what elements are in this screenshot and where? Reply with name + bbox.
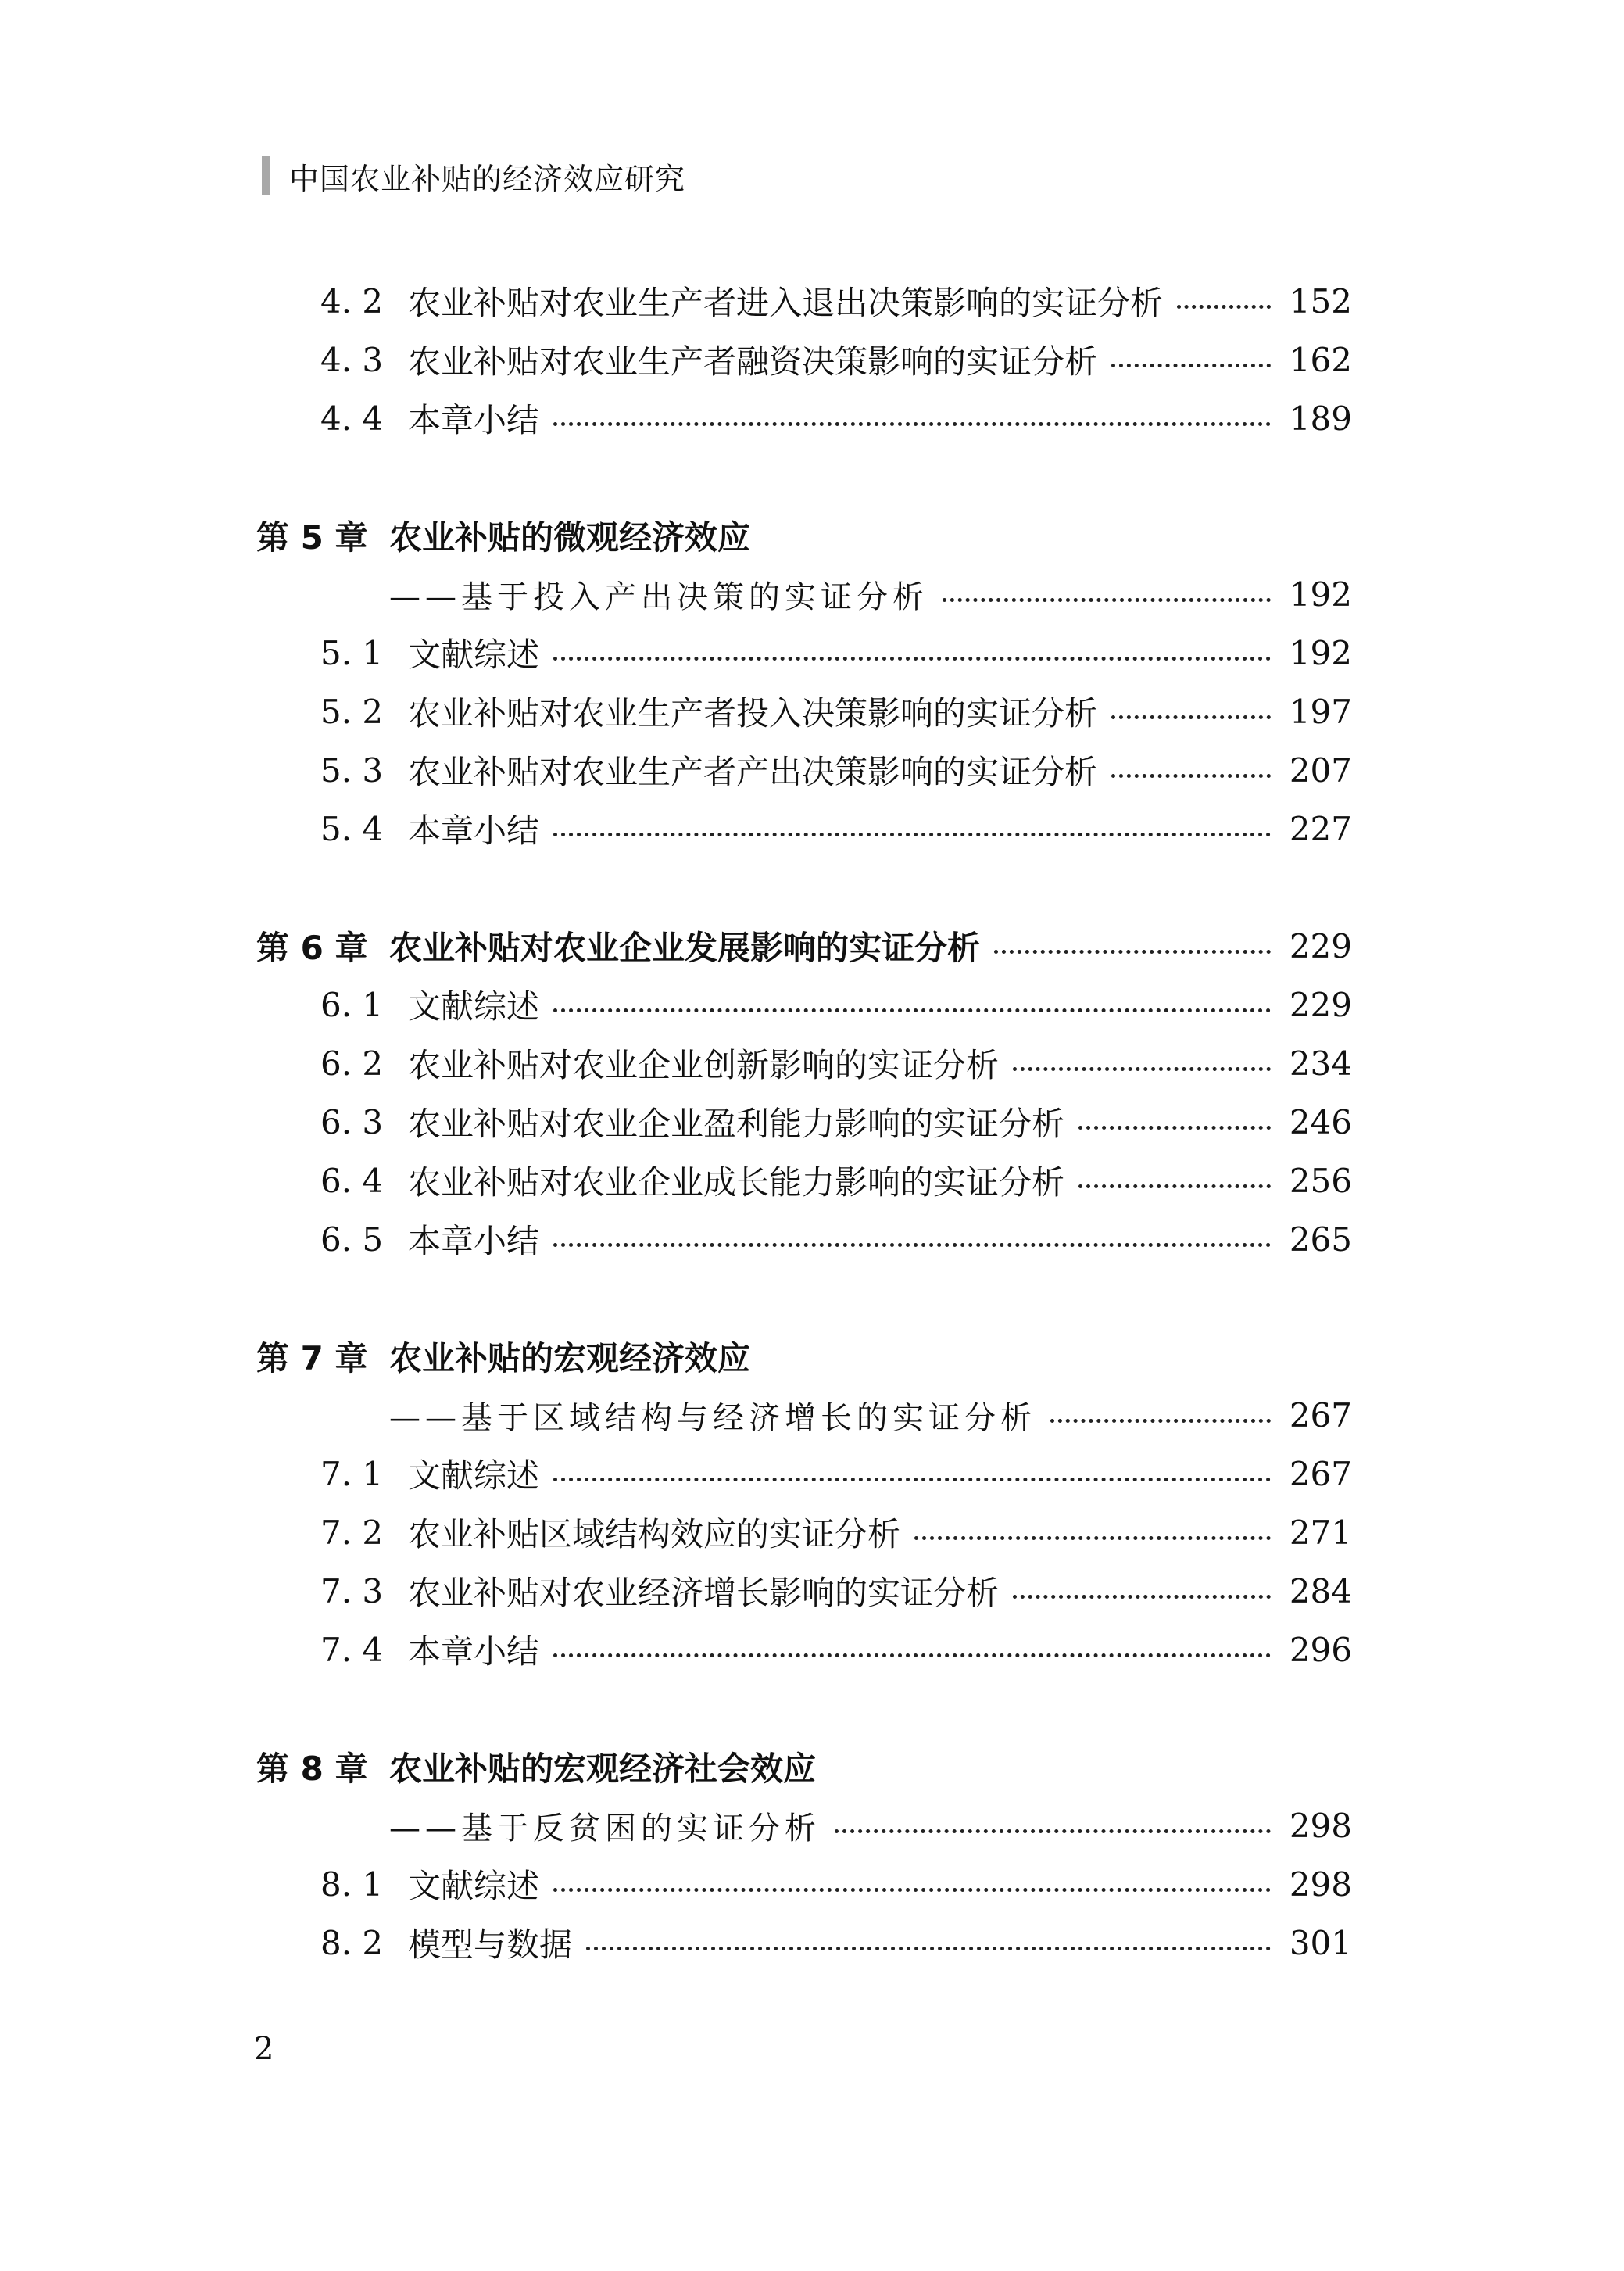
- section-title: 模型与数据: [408, 1925, 573, 1964]
- toc-entry-5-4[interactable]: [320, 805, 1352, 852]
- section-number: 7. 3: [320, 1571, 384, 1610]
- toc-chapter-7-subtitle[interactable]: [389, 1392, 1352, 1438]
- toc-entry-6-1[interactable]: [320, 981, 1352, 1028]
- dot-leader: [553, 1653, 1271, 1657]
- page-ref: 267: [1289, 1454, 1352, 1493]
- page-ref: 227: [1289, 809, 1352, 848]
- chapter-number: 第 6 章: [256, 929, 368, 967]
- dot-leader: [553, 1243, 1271, 1247]
- dot-leader: [553, 833, 1271, 836]
- toc-entry-4-3[interactable]: [320, 336, 1352, 383]
- page-ref: 192: [1289, 575, 1352, 614]
- dot-leader: [553, 1478, 1271, 1481]
- dot-leader: [1177, 305, 1271, 309]
- page-ref: 207: [1289, 750, 1352, 790]
- section-number: 6. 1: [320, 985, 384, 1024]
- page-ref: 162: [1289, 340, 1352, 379]
- page-ref: 267: [1289, 1395, 1352, 1435]
- chapter-title: 农业补贴的微观经济效应: [389, 518, 751, 557]
- toc-entry-4-4[interactable]: [320, 395, 1352, 442]
- chapter-subtitle: ——基于反贫困的实证分析: [389, 1810, 821, 1847]
- dot-leader: [1013, 1067, 1271, 1071]
- section-title: 农业补贴对农业生产者投入决策影响的实证分析: [408, 694, 1098, 733]
- page-ref: 265: [1289, 1220, 1352, 1259]
- toc-entry-7-1[interactable]: [320, 1450, 1352, 1497]
- page-ref: 298: [1289, 1806, 1352, 1845]
- page-ref: 301: [1289, 1923, 1352, 1962]
- toc-entry-8-2[interactable]: [320, 1919, 1352, 1966]
- dot-leader: [914, 1536, 1271, 1540]
- section-number: 4. 2: [320, 281, 384, 321]
- page-ref: 298: [1289, 1864, 1352, 1904]
- page-ref: 192: [1289, 633, 1352, 672]
- section-number: 8. 1: [320, 1864, 384, 1904]
- section-number: 6. 5: [320, 1220, 384, 1259]
- section-number: 6. 4: [320, 1161, 384, 1200]
- toc-chapter-8[interactable]: [256, 1743, 1352, 1790]
- toc-entry-5-2[interactable]: [320, 688, 1352, 735]
- book-title: 中国农业补贴的经济效应研究: [289, 161, 686, 196]
- chapter-title: 农业补贴的宏观经济效应: [389, 1339, 751, 1377]
- page-ref: 284: [1289, 1571, 1352, 1610]
- chapter-number: 第 8 章: [256, 1750, 368, 1788]
- section-title: 农业补贴对农业生产者进入退出决策影响的实证分析: [408, 284, 1164, 322]
- toc-entry-7-3[interactable]: [320, 1567, 1352, 1614]
- section-title: 农业补贴对农业企业创新影响的实证分析: [408, 1046, 1000, 1084]
- section-title: 文献综述: [408, 987, 540, 1026]
- section-title: 农业补贴对农业企业成长能力影响的实证分析: [408, 1163, 1065, 1202]
- chapter-subtitle: ——基于区域结构与经济增长的实证分析: [389, 1399, 1036, 1436]
- section-number: 5. 1: [320, 633, 384, 672]
- dot-leader: [1078, 1184, 1271, 1188]
- dot-leader: [1111, 364, 1271, 367]
- toc-entry-6-2[interactable]: [320, 1040, 1352, 1087]
- section-title: 农业补贴对农业企业盈利能力影响的实证分析: [408, 1105, 1065, 1143]
- page-ref: 229: [1289, 926, 1352, 965]
- section-number: 6. 3: [320, 1102, 384, 1141]
- page-ref: 296: [1289, 1630, 1352, 1669]
- toc-entry-7-4[interactable]: [320, 1626, 1352, 1673]
- toc-chapter-5-subtitle[interactable]: [389, 571, 1352, 618]
- section-title: 文献综述: [408, 636, 540, 674]
- page-ref: 152: [1289, 281, 1352, 321]
- toc-entry-5-3[interactable]: [320, 747, 1352, 793]
- section-number: 7. 1: [320, 1454, 384, 1493]
- section-title: 农业补贴区域结构效应的实证分析: [408, 1515, 901, 1553]
- toc-entry-4-2[interactable]: [320, 278, 1352, 324]
- section-title: 本章小结: [408, 1632, 540, 1671]
- toc-entry-6-3[interactable]: [320, 1098, 1352, 1145]
- toc-entry-6-4[interactable]: [320, 1157, 1352, 1204]
- toc-entry-8-1[interactable]: [320, 1861, 1352, 1907]
- toc-entry-7-2[interactable]: [320, 1509, 1352, 1556]
- dot-leader: [943, 598, 1271, 602]
- dot-leader: [586, 1947, 1271, 1950]
- section-number: 6. 2: [320, 1044, 384, 1083]
- page-ref: 229: [1289, 985, 1352, 1024]
- section-number: 7. 2: [320, 1513, 384, 1552]
- section-number: 7. 4: [320, 1630, 384, 1669]
- toc-chapter-5[interactable]: [256, 512, 1352, 559]
- section-title: 本章小结: [408, 401, 540, 439]
- section-number: 8. 2: [320, 1923, 384, 1962]
- dot-leader: [553, 657, 1271, 661]
- dot-leader: [553, 422, 1271, 426]
- section-number: 5. 4: [320, 809, 384, 848]
- toc-chapter-8-subtitle[interactable]: [389, 1802, 1352, 1849]
- toc-chapter-6[interactable]: [256, 922, 1352, 969]
- page-ref: 197: [1289, 692, 1352, 731]
- section-title: 文献综述: [408, 1456, 540, 1495]
- section-title: 农业补贴对农业生产者融资决策影响的实证分析: [408, 342, 1098, 381]
- section-title: 本章小结: [408, 1222, 540, 1260]
- page-ref: 189: [1289, 399, 1352, 438]
- section-number: 4. 3: [320, 340, 384, 379]
- dot-leader: [835, 1829, 1271, 1833]
- dot-leader: [1050, 1419, 1271, 1423]
- chapter-number: 第 5 章: [256, 518, 368, 557]
- dot-leader: [553, 1008, 1271, 1012]
- dot-leader: [1078, 1126, 1271, 1130]
- section-number: 4. 4: [320, 399, 384, 438]
- page-ref: 256: [1289, 1161, 1352, 1200]
- chapter-subtitle: ——基于投入产出决策的实证分析: [389, 578, 928, 615]
- dot-leader: [994, 950, 1271, 954]
- page-ref: 246: [1289, 1102, 1352, 1141]
- section-title: 本章小结: [408, 811, 540, 850]
- dot-leader: [1111, 715, 1271, 719]
- section-number: 5. 2: [320, 692, 384, 731]
- page-number: 2: [254, 2031, 274, 2067]
- toc-entry-5-1[interactable]: [320, 629, 1352, 676]
- dot-leader: [1111, 774, 1271, 778]
- dot-leader: [1013, 1595, 1271, 1599]
- chapter-number: 第 7 章: [256, 1339, 368, 1377]
- page-ref: 271: [1289, 1513, 1352, 1552]
- section-title: 农业补贴对农业经济增长影响的实证分析: [408, 1574, 1000, 1612]
- page-ref: 234: [1289, 1044, 1352, 1083]
- chapter-title: 农业补贴对农业企业发展影响的实证分析: [389, 929, 981, 967]
- toc-entry-6-5[interactable]: [320, 1216, 1352, 1263]
- dot-leader: [553, 1888, 1271, 1892]
- section-title: 文献综述: [408, 1867, 540, 1905]
- section-number: 5. 3: [320, 750, 384, 790]
- chapter-title: 农业补贴的宏观经济社会效应: [389, 1750, 817, 1788]
- toc-chapter-7[interactable]: [256, 1333, 1352, 1380]
- section-title: 农业补贴对农业生产者产出决策影响的实证分析: [408, 753, 1098, 791]
